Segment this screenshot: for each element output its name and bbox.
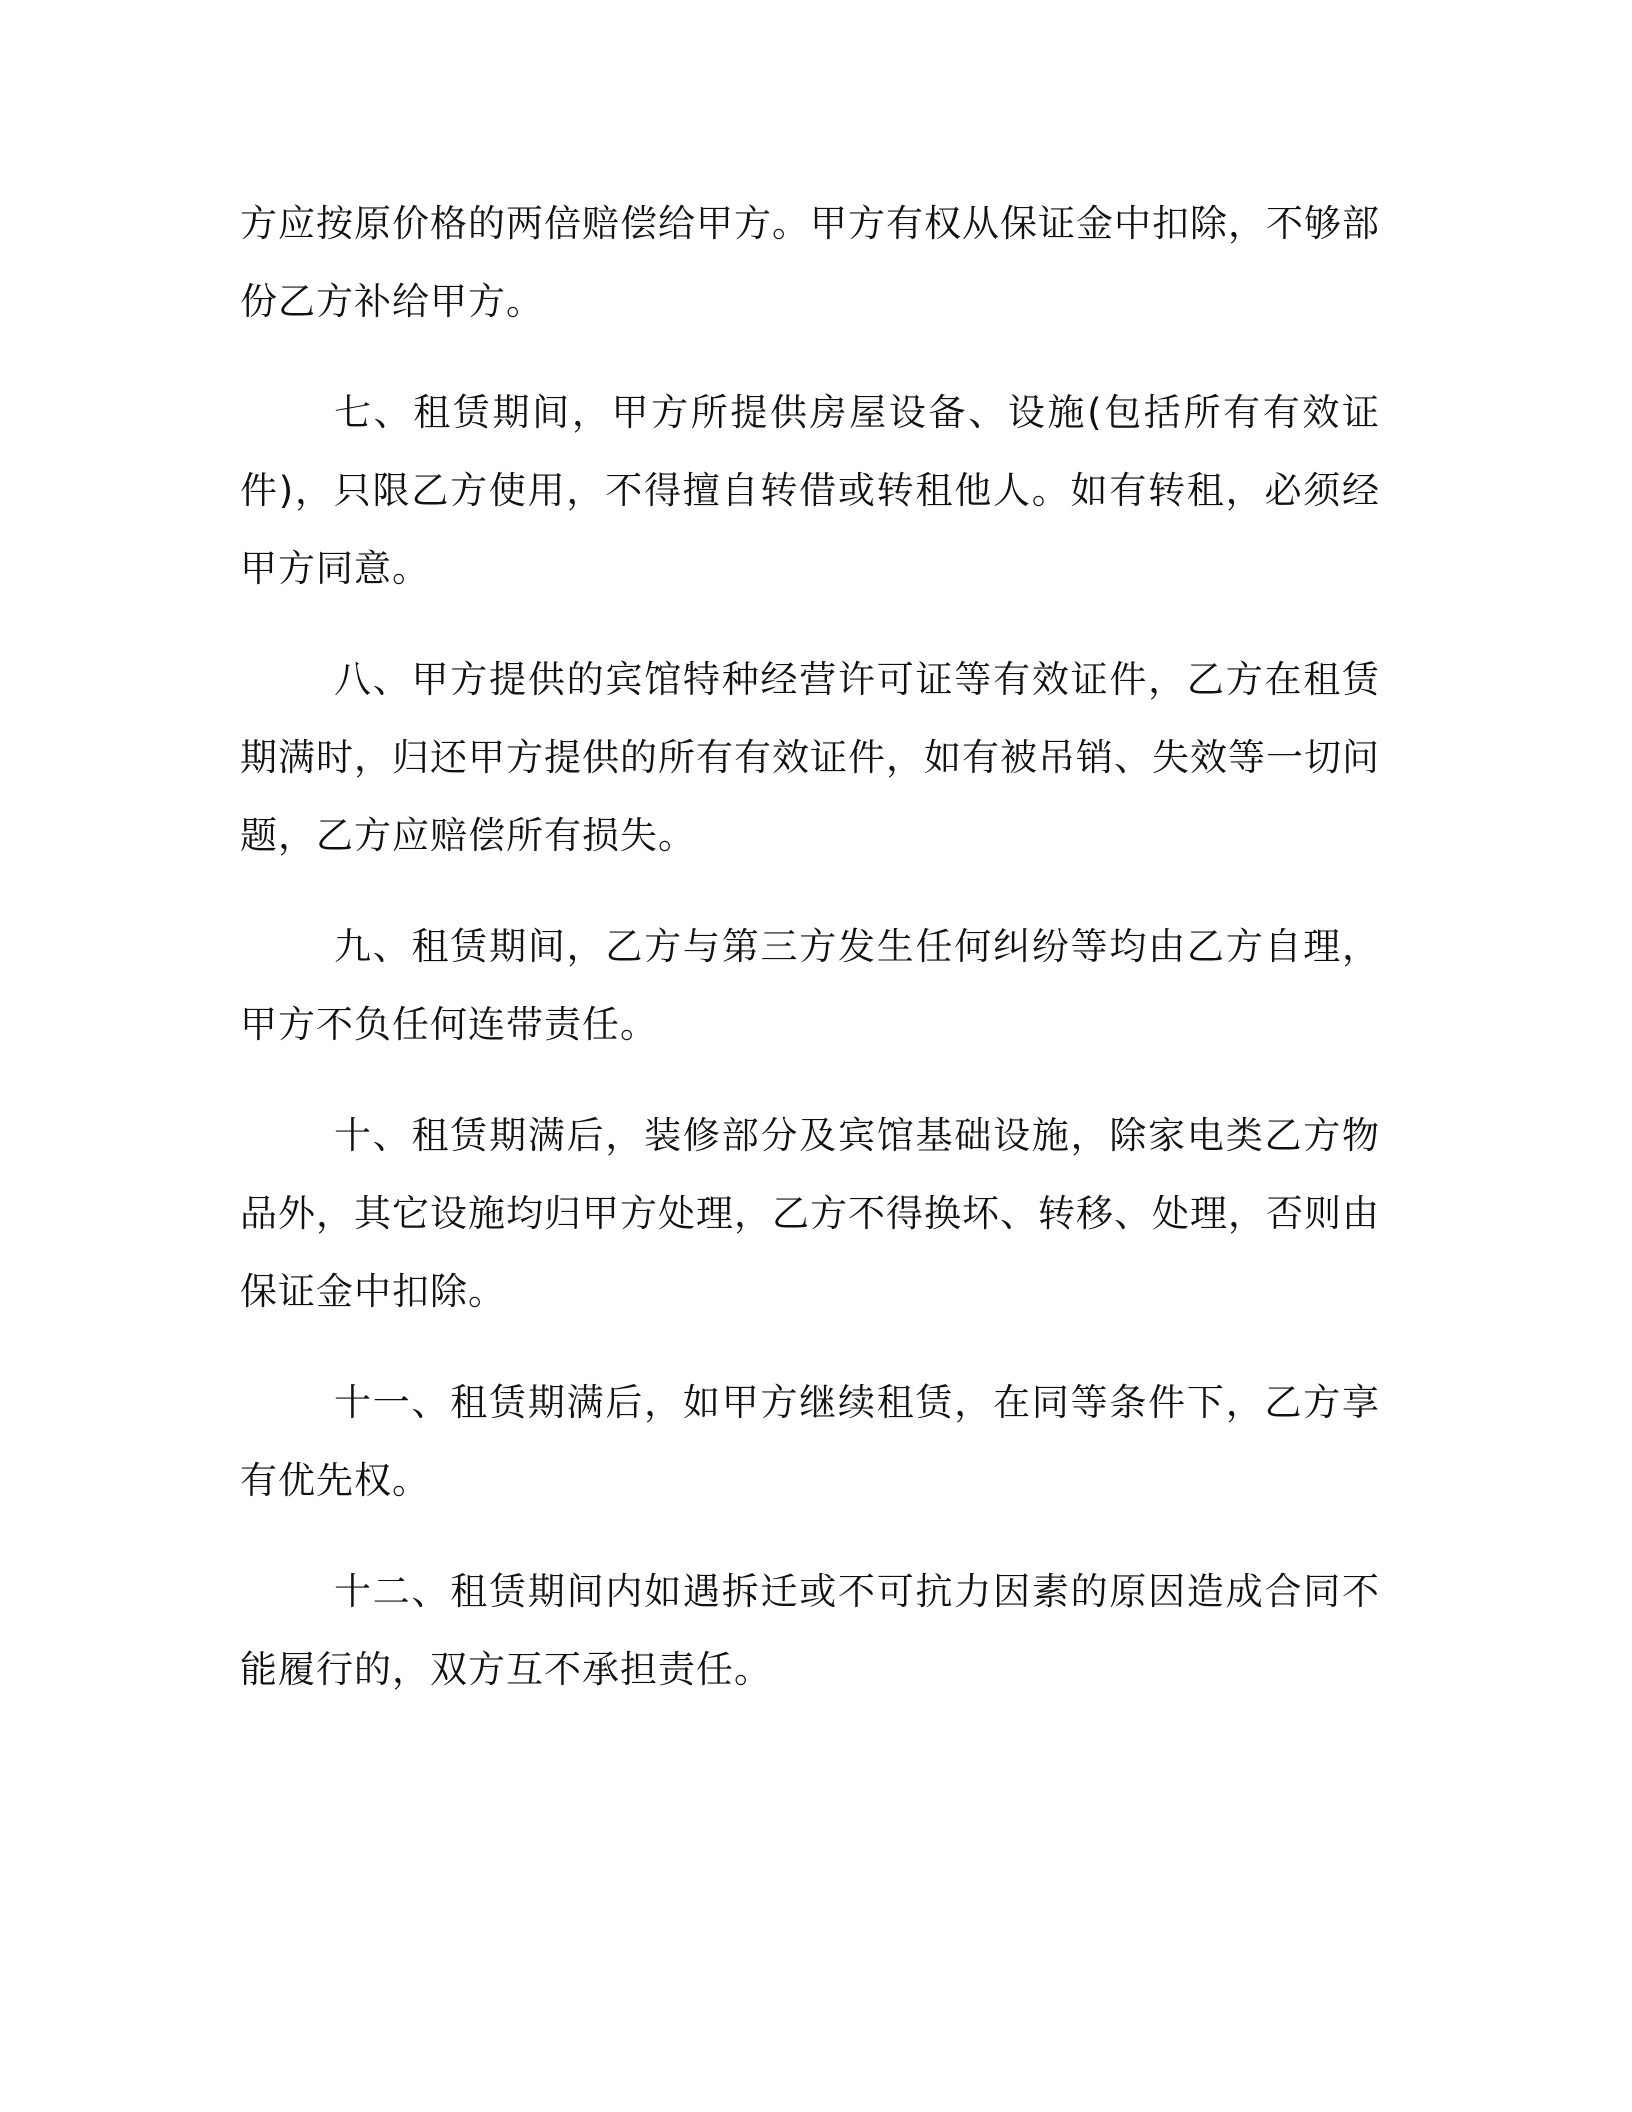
paragraph-clause-10: 十、租赁期满后，装修部分及宾馆基础设施，除家电类乙方物品外，其它设施均归甲方处理，乙方不得换坏、转移、处理，否则由保证金中扣除。 [240, 1114, 1380, 1313]
paragraph-clause-12: 十二、租赁期间内如遇拆迁或不可抗力因素的原因造成合同不能履行的，双方互不承担责任。 [240, 1570, 1380, 1691]
paragraph-clause-11: 十一、租赁期满后，如甲方继续租赁，在同等条件下，乙方享有优先权。 [240, 1381, 1380, 1502]
document-body [240, 185, 1380, 1742]
paragraph-clause-8: 八、甲方提供的宾馆特种经营许可证等有效证件，乙方在租赁期满时，归还甲方提供的所有有效证件，如有被吊销、失效等一切问题，乙方应赔偿所有损失。 [240, 658, 1380, 857]
paragraph-continuation: 方应按原价格的两倍赔偿给甲方。甲方有权从保证金中扣除，不够部份乙方补给甲方。 [240, 202, 1380, 323]
paragraph-clause-9: 九、租赁期间，乙方与第三方发生任何纠纷等均由乙方自理，甲方不负任何连带责任。 [240, 925, 1380, 1046]
paragraph-clause-7: 七、租赁期间，甲方所提供房屋设备、设施(包括所有有效证件)，只限乙方使用，不得擅自转借或转租他人。如有转租，必须经甲方同意。 [240, 391, 1380, 590]
